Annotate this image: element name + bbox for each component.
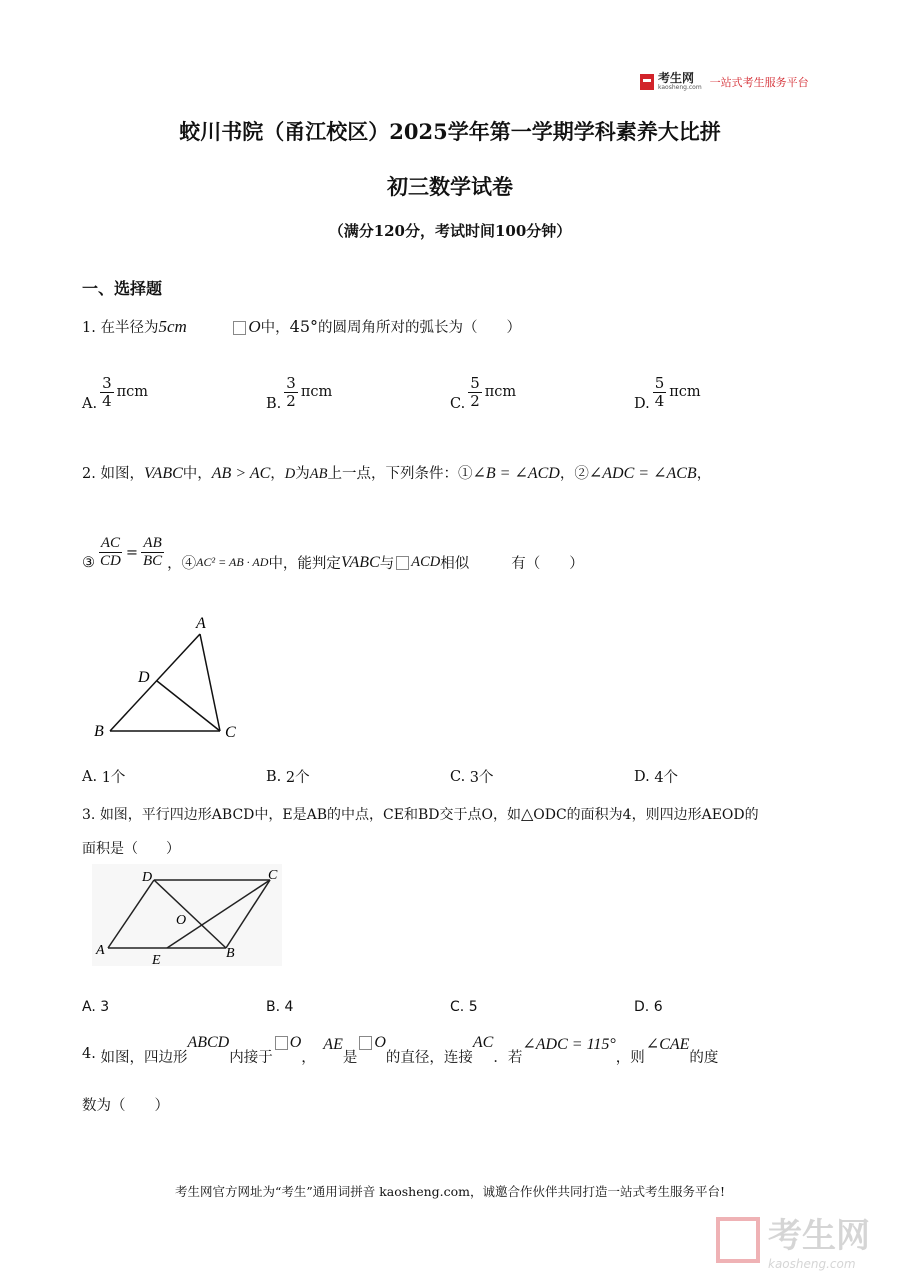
fraction: $\frac{3}{2}$ [286, 373, 296, 410]
circle-o: O [374, 1034, 386, 1051]
circle-symbol-icon [275, 1036, 288, 1050]
side-ac [200, 634, 220, 731]
option-text: 5 [468, 999, 478, 1015]
question-text: 如图， [100, 466, 144, 482]
option-text: 2个 [285, 770, 310, 786]
option-d[interactable] [634, 766, 678, 787]
option-label: D. [634, 396, 650, 412]
question-text: 如图，四边形 [100, 1050, 188, 1066]
option-c[interactable] [450, 372, 516, 412]
question-text: 相似 [440, 556, 470, 572]
question-number: 2. [82, 466, 96, 482]
option-label: B. [266, 768, 282, 785]
vertex-a-label: A [96, 943, 105, 958]
exam-info: （满分120分，考试时间100分钟） [328, 222, 572, 240]
question-1 [82, 316, 521, 337]
circle-symbol-icon [359, 1036, 372, 1050]
triangle-acd: ACD [411, 554, 441, 570]
question-4 [82, 1034, 719, 1067]
question-text: ， [270, 466, 285, 482]
option-b[interactable] [266, 372, 332, 412]
question-3-line2: 面积是（ ） [82, 841, 180, 857]
vertex-b-label: B [226, 946, 235, 961]
question-text: 的度 [689, 1050, 719, 1066]
option-label: B. [266, 999, 281, 1015]
condition-3-marker: ③ [82, 554, 95, 571]
option-unit: πcm [300, 384, 333, 400]
option-label: D. [634, 999, 650, 1015]
segment-ac: AC [472, 1034, 494, 1051]
side-ba [110, 634, 200, 731]
condition-inequality: AB > AC [211, 465, 271, 482]
option-label: C. [450, 396, 466, 412]
option-text: 3个 [469, 770, 494, 786]
question-text: ，则 [615, 1050, 645, 1066]
question-number: 1. [82, 320, 96, 336]
watermark [716, 1208, 870, 1271]
question-text: 与 [379, 556, 395, 572]
vertex-b-label: B [94, 723, 104, 740]
option-label: A. [82, 768, 98, 785]
question-text: 中， [260, 320, 290, 336]
question-text: ， [696, 466, 712, 482]
question-text: ．若 [493, 1050, 523, 1066]
vertex-c-label: C [225, 724, 236, 741]
circle-o: O [289, 1034, 302, 1051]
brand-logo [640, 72, 809, 91]
watermark-logo-icon [716, 1217, 760, 1263]
question-text: ，② [559, 466, 589, 482]
option-unit: πcm [116, 384, 149, 400]
segment-ab: AB [309, 466, 328, 482]
triangle-symbol-icon [396, 556, 409, 570]
question-text: 有（ ） [511, 556, 584, 572]
question-text: 如图，平行四边形ABCD中，E是AB的中点，CE和BD交于点O，如 [99, 807, 521, 823]
diameter-ae: AE [323, 1036, 343, 1053]
condition-4: AC² = AB · AD [196, 555, 269, 569]
exam-subject-title: 初三数学试卷 [387, 174, 513, 199]
option-label: C. [450, 768, 466, 785]
question-text: 内接于 [229, 1050, 273, 1066]
fraction-ab-bc: $\frac{AB}{BC}$ [143, 535, 163, 569]
brand-domain: kaosheng.com [658, 84, 702, 91]
option-text: 1个 [101, 770, 126, 786]
option-unit: πcm [669, 384, 701, 400]
watermark-text: 考生网 [768, 1216, 870, 1256]
option-text: 4 [284, 999, 294, 1015]
option-d[interactable] [634, 999, 663, 1015]
question-4-line2: 数为（ ） [82, 1098, 169, 1114]
footer-note: 考生网官方网址为“考生”通用词拼音 kaosheng.com，诚邀合作伙伴共同打造一站式考生服务平台! [174, 1184, 726, 1199]
option-b[interactable] [266, 766, 310, 787]
question-text: 是 [342, 1050, 358, 1066]
option-unit: πcm [484, 384, 517, 400]
parallelogram-figure [92, 864, 282, 966]
option-label: D. [634, 768, 650, 785]
option-text: 3 [100, 999, 110, 1015]
circle-symbol-icon [233, 321, 246, 335]
question-text: 中，能判定 [268, 556, 341, 572]
question-text: 的直径，连接 [385, 1050, 473, 1066]
question-text: 在半径为 [100, 320, 159, 336]
option-label: B. [266, 396, 282, 412]
question-3 [82, 804, 759, 824]
radius-value: 5cm [158, 317, 187, 336]
vertex-d-label: D [138, 669, 150, 686]
angle-adc: ∠ADC = 115° [522, 1036, 616, 1053]
angle-value: 45° [289, 317, 319, 336]
triangle-figure [90, 606, 250, 746]
option-c[interactable] [450, 766, 494, 787]
option-label: C. [450, 999, 465, 1015]
angle-cae: ∠CAE [645, 1036, 690, 1053]
question-text: 为 [295, 466, 310, 482]
point-d: D [284, 466, 296, 482]
section-heading: 一、选择题 [82, 279, 163, 298]
option-label: A. [82, 999, 96, 1015]
vertex-c-label: C [268, 868, 278, 883]
vertex-a-label: A [196, 615, 206, 632]
triangle-abc: VABC [340, 553, 380, 571]
triangle-abc: VABC [143, 465, 183, 482]
condition-4-marker: ，④ [167, 556, 197, 572]
point-o-label: O [176, 913, 187, 928]
question-number: 3. [82, 807, 96, 823]
circle-label: O [248, 317, 261, 336]
equals-sign: = [125, 544, 138, 561]
option-c[interactable] [450, 999, 478, 1015]
brand-slogan: 一站式考生服务平台 [709, 75, 809, 89]
question-number: 4. [82, 1046, 96, 1062]
question-text: 中， [182, 466, 212, 482]
question-text: 的圆周角所对的弧长为（ ） [318, 320, 522, 336]
question-2 [82, 462, 711, 483]
fraction: $\frac{5}{2}$ [470, 373, 480, 410]
option-text: 6 [653, 999, 663, 1015]
brand-name: 考生网 [658, 71, 695, 85]
point-e-label: E [152, 953, 161, 966]
option-a[interactable] [82, 372, 148, 412]
watermark-url: kaosheng.com [768, 1257, 856, 1271]
fraction-ac-cd: $\frac{AC}{CD}$ [100, 535, 121, 569]
vertex-d-label: D [142, 870, 153, 885]
condition-1: ∠B = ∠ACD [472, 465, 560, 482]
question-text: ， [301, 1050, 316, 1066]
option-a[interactable] [82, 999, 109, 1015]
question-text: ODC的面积为4，则四边形AEOD的 [533, 807, 759, 823]
fraction: $\frac{5}{4}$ [654, 373, 665, 410]
condition-2: ∠ADC = ∠ACB [588, 465, 697, 482]
question-2-line2 [82, 532, 584, 573]
brand-logo-icon [640, 74, 654, 90]
question-text: 上一点，下列条件：① [327, 466, 473, 482]
option-d[interactable] [634, 372, 701, 412]
exam-title: 蛟川书院（甬江校区）2025学年第一学期学科素养大比拼 [179, 119, 721, 144]
option-text: 4个 [654, 770, 679, 786]
fraction: $\frac{3}{4}$ [102, 373, 112, 410]
option-b[interactable] [266, 999, 293, 1015]
option-label: A. [82, 396, 98, 412]
triangle-symbol-icon: △ [520, 804, 534, 823]
option-a[interactable] [82, 766, 125, 787]
quadrilateral-abcd: ABCD [187, 1034, 230, 1051]
